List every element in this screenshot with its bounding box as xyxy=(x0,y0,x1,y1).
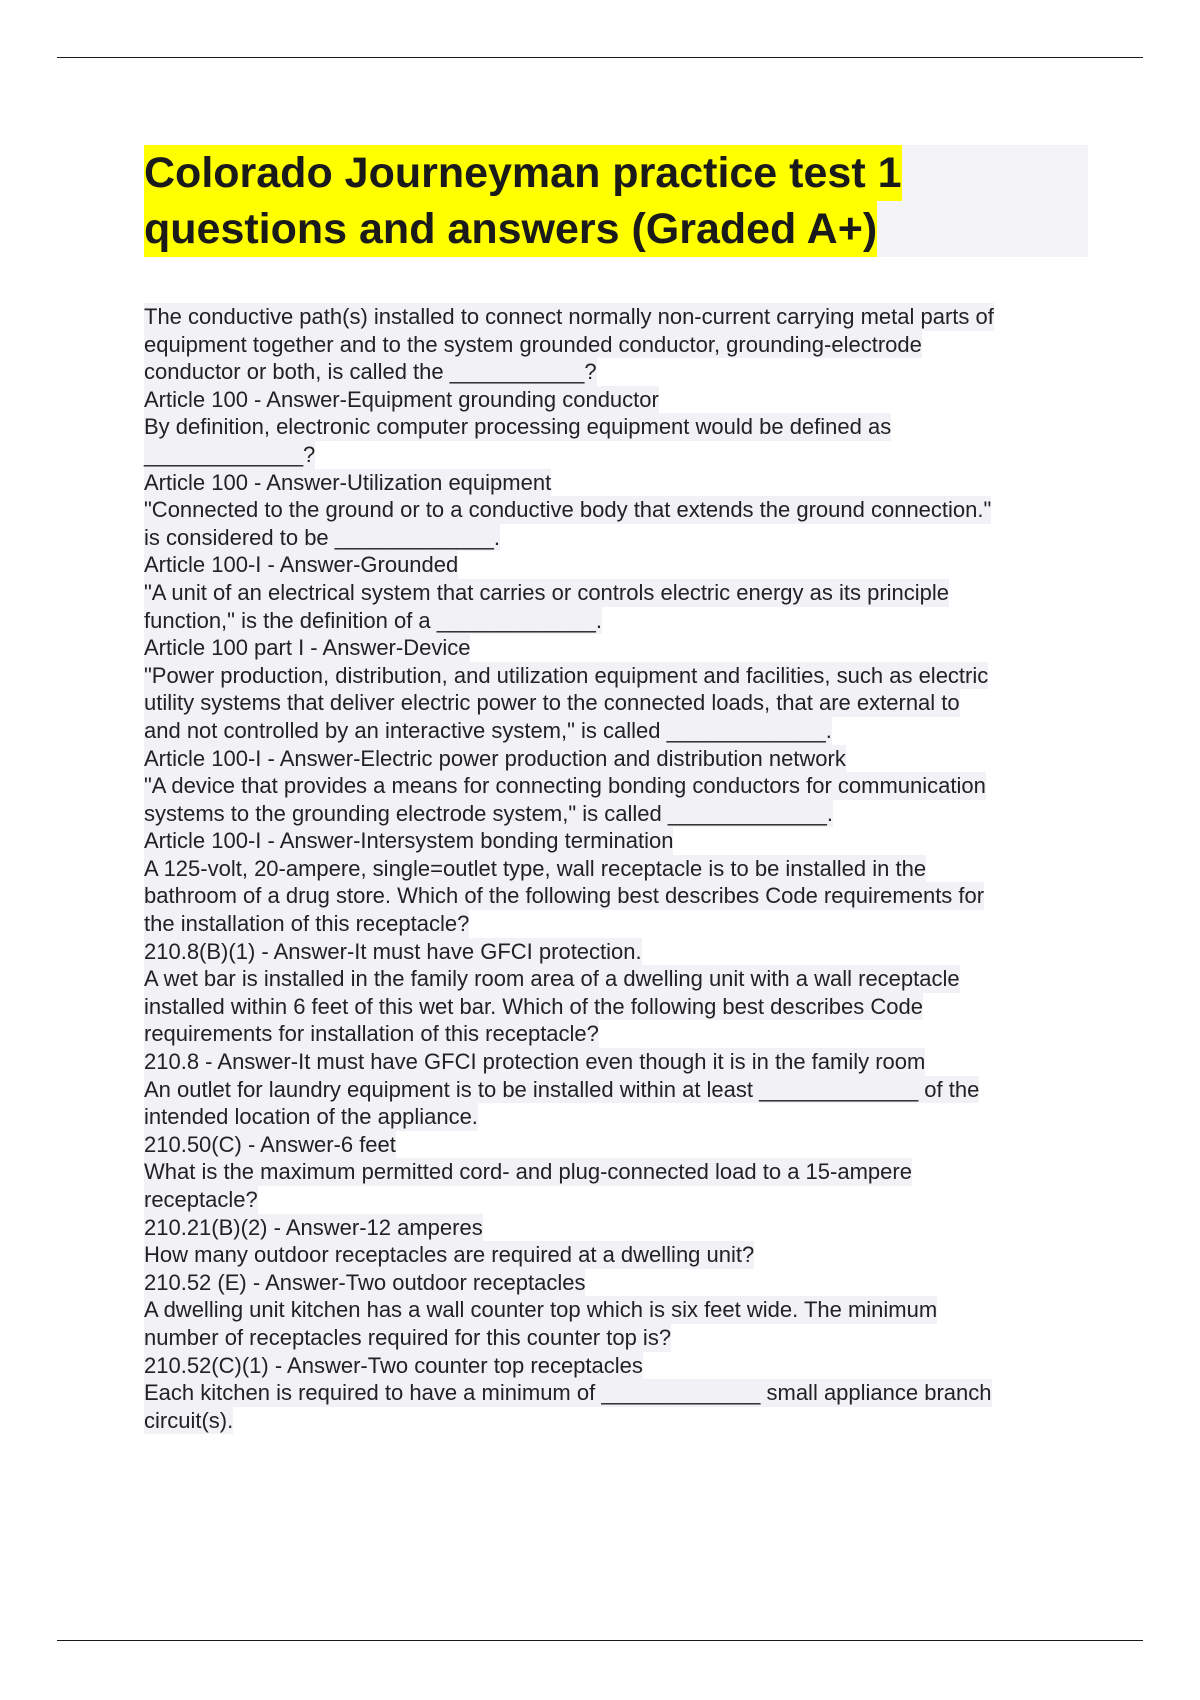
text-line: 210.21(B)(2) - Answer-12 amperes xyxy=(144,1214,483,1240)
text-line: Article 100-I - Answer-Intersystem bonding termination xyxy=(144,828,674,854)
text-line: Article 100 part I - Answer-Device xyxy=(144,635,471,661)
text-line: requirements for installation of this receptacle? xyxy=(144,1021,599,1047)
question-answer-list xyxy=(144,303,1104,1434)
text-line: intended location of the appliance. xyxy=(144,1104,478,1130)
text-line: "Connected to the ground or to a conductive body that extends the ground connection." xyxy=(144,497,992,523)
text-line: number of receptacles required for this counter top is? xyxy=(144,1324,672,1350)
document-title xyxy=(144,145,1088,257)
text-line: "A unit of an electrical system that carries or controls electric energy as its principle xyxy=(144,579,950,605)
text-line: systems to the grounding electrode system," is called _____________. xyxy=(144,800,834,826)
text-line: How many outdoor receptacles are required at a dwelling unit? xyxy=(144,1242,755,1268)
text-line: utility systems that deliver electric power to the connected loads, that are external to xyxy=(144,690,960,716)
text-line: and not controlled by an interactive system," is called _____________. xyxy=(144,717,832,743)
top-rule xyxy=(57,57,1143,58)
text-line: The conductive path(s) installed to connect normally non-current carrying metal parts of xyxy=(144,304,994,329)
text-line: "A device that provides a means for connecting bonding conductors for communication xyxy=(144,773,986,799)
text-line: _____________? xyxy=(144,441,316,467)
text-line: installed within 6 feet of this wet bar. Which of the following best describes Code xyxy=(144,993,923,1019)
title-line-2: questions and answers (Graded A+) xyxy=(144,201,877,257)
text-line: function," is the definition of a _____________. xyxy=(144,607,602,633)
text-line: is considered to be _____________. xyxy=(144,524,500,550)
text-line: 210.52 (E) - Answer-Two outdoor receptacles xyxy=(144,1269,586,1295)
bottom-rule xyxy=(57,1640,1143,1641)
text-line: What is the maximum permitted cord- and plug-connected load to a 15-ampere xyxy=(144,1159,912,1185)
text-line: "Power production, distribution, and utilization equipment and facilities, such as electric xyxy=(144,662,989,688)
text-line: By definition, electronic computer processing equipment would be defined as xyxy=(144,414,892,440)
text-line: bathroom of a drug store. Which of the following best describes Code requirements for xyxy=(144,883,985,909)
text-line: equipment together and to the system grounded conductor, grounding-electrode xyxy=(144,331,922,357)
text-line: the installation of this receptacle? xyxy=(144,911,470,937)
text-line: circuit(s). xyxy=(144,1407,234,1433)
text-line: A dwelling unit kitchen has a wall counter top which is six feet wide. The minimum xyxy=(144,1297,938,1323)
text-line: An outlet for laundry equipment is to be installed within at least _____________ of the xyxy=(144,1076,980,1102)
text-line: Article 100-I - Answer-Electric power production and distribution network xyxy=(144,745,846,771)
text-line: Each kitchen is required to have a minimum of _____________ small appliance branch xyxy=(144,1380,992,1406)
text-line: A 125-volt, 20-ampere, single=outlet type, wall receptacle is to be installed in the xyxy=(144,855,927,881)
text-line: A wet bar is installed in the family room area of a dwelling unit with a wall receptacle xyxy=(144,966,960,992)
text-line: Article 100 - Answer-Utilization equipment xyxy=(144,469,552,495)
text-line: 210.52(C)(1) - Answer-Two counter top receptacles xyxy=(144,1352,643,1378)
text-line: 210.8(B)(1) - Answer-It must have GFCI protection. xyxy=(144,938,642,964)
text-line: conductor or both, is called the ___________? xyxy=(144,359,597,385)
text-line: Article 100-I - Answer-Grounded xyxy=(144,552,459,578)
text-line: 210.50(C) - Answer-6 feet xyxy=(144,1131,396,1157)
text-line: receptacle? xyxy=(144,1187,258,1212)
text-line: Article 100 - Answer-Equipment grounding conductor xyxy=(144,386,659,412)
text-line: 210.8 - Answer-It must have GFCI protection even though it is in the family room xyxy=(144,1049,926,1075)
title-line-1: Colorado Journeyman practice test 1 xyxy=(144,145,902,201)
